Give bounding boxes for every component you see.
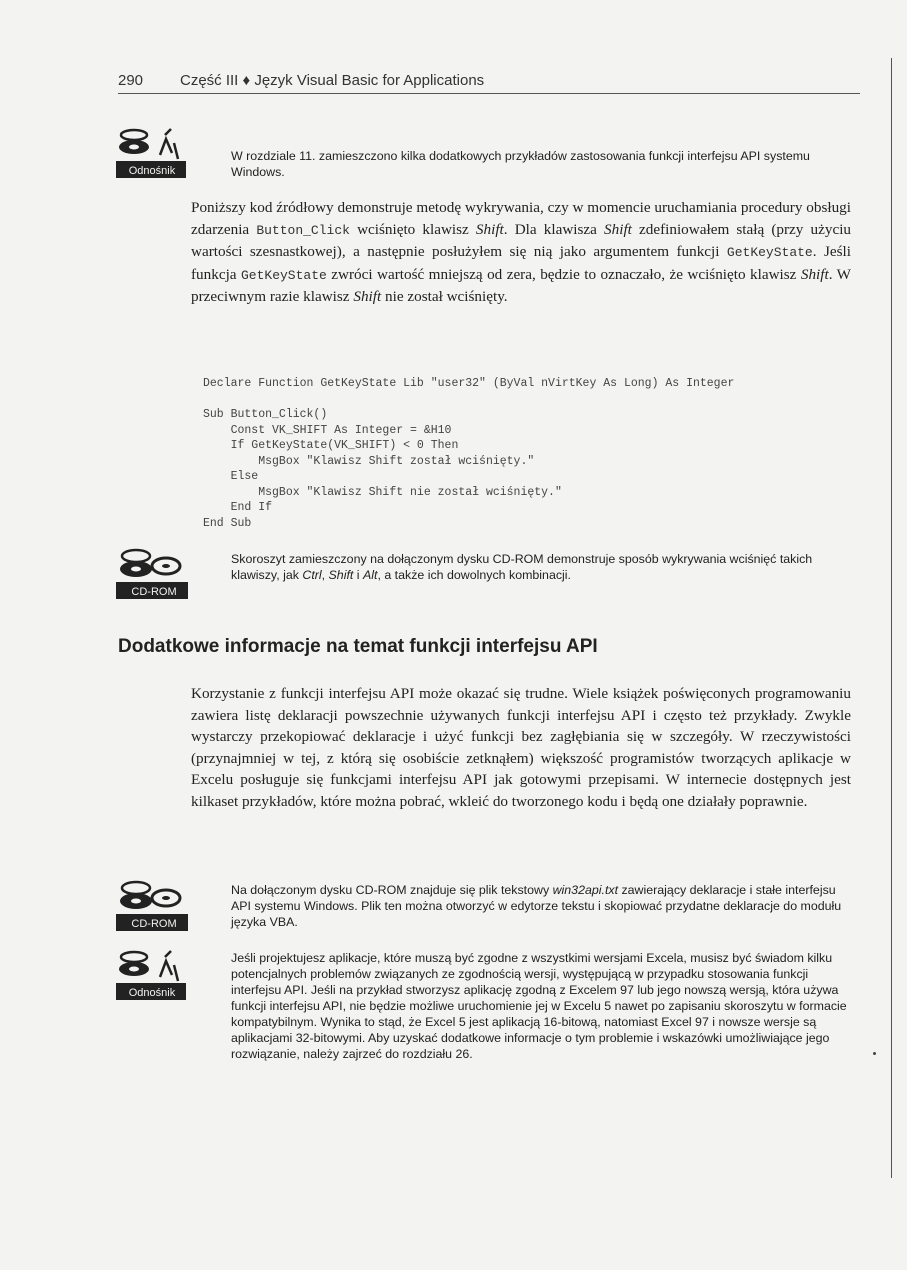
cross-reference-icon bbox=[116, 125, 186, 179]
note-cross-reference-1: W rozdziale 11. zamieszczono kilka dodatkowych przykładów zastosowania funkcji interfejsu API systemu Windows. bbox=[231, 149, 810, 179]
icon-label-odnosnik: Odnośnik bbox=[128, 987, 176, 999]
note-cd-rom-2: Na dołączonym dysku CD-ROM znajduje się plik tekstowy win32api.txt zawierający deklaracje i stałe interfejsu API systemu Windows. Plik ten można otworzyć w edytorze tekstu i skopiować przydatne deklaracje do modułu języka VBA. bbox=[231, 883, 842, 929]
body-paragraph-2: Korzystanie z funkcji interfejsu API może okazać się trudne. Wiele książek poświęconych programowaniu zawiera listę deklaracji powszechnie używanych funkcji interfejsu API i często też przykłady. Zwykle wystarczy przekopiować deklaracje i użyć funkcji bez zagłębiania się w szczegóły. W rzeczywistości (przynajmniej w tej, z którą się osobiście zetknąłem) większość programistów tworzących aplikacje w Excelu posługuje się funkcjami interfejsu API jak gotowymi przepisami. W internecie dostępnych jest kilkaset przykładów, które można pobrać, wkleić do tworzonego kodu i będą one działały poprawnie. bbox=[191, 685, 851, 810]
cross-reference-icon bbox=[116, 947, 186, 1001]
icon-label-cdrom: CD-ROM bbox=[131, 918, 177, 930]
section-heading: Dodatkowe informacje na temat funkcji interfejsu API bbox=[118, 636, 598, 657]
header-rule bbox=[118, 93, 860, 94]
cd-rom-icon bbox=[116, 544, 188, 600]
running-title: Część III ♦ Język Visual Basic for Applications bbox=[180, 72, 485, 89]
body-paragraph-1: Poniższy kod źródłowy demonstruje metodę wykrywania, czy w momencie uruchamiania procedury obsługi zdarzenia Button_Click wciśnięto klawisz Shift. Dla klawisza Shift zdefiniowałem stałą (przy użyciu wartości szesnastkowej), a następnie posłużyłem się nią jako argumentem funkcji GetKeyState. Jeśli funkcja GetKeyState zwróci wartość mniejszą od zera, będzie to oznaczało, że wciśnięto klawisz Shift. W przeciwnym razie klawisz Shift nie został wciśnięty. bbox=[191, 199, 852, 305]
icon-label-cdrom: CD-ROM bbox=[131, 586, 177, 598]
icon-label-odnosnik: Odnośnik bbox=[128, 165, 176, 177]
note-cd-rom-1: Skoroszyt zamieszczony na dołączonym dysku CD-ROM demonstruje sposób wykrywania wciśnięć takich klawiszy, jak Ctrl, Shift i Alt, a także ich dowolnych kombinacji. bbox=[231, 552, 813, 582]
margin-mark bbox=[873, 1052, 876, 1055]
page-number: 290 bbox=[118, 72, 144, 89]
running-header bbox=[118, 72, 878, 89]
cd-rom-icon bbox=[116, 876, 188, 932]
page-edge-line bbox=[891, 58, 892, 1178]
code-listing: Declare Function GetKeyState Lib "user32" (ByVal nVirtKey As Long) As Integer Sub Button_Click() Const VK_SHIFT As Integer = &H10 If GetKeyState(VK_SHIFT) < 0 Then MsgBox "Klawisz Shift został wciśnięty." Else MsgBox "Klawisz Shift nie został wciśnięty." End If End Sub bbox=[203, 377, 735, 530]
note-cross-reference-2: Jeśli projektujesz aplikacje, które muszą być zgodne z wszystkimi wersjami Excela, musisz być świadom kilku potencjalnych problemów związanych ze zgodnością wersji, występującą w przypadku stosowania funkcji interfejsu API. Jeśli na przykład stworzysz aplikację zgodną z Excelem 97 lub jego nowszą wersją, która używa funkcji interfejsu API, nie będzie możliwe uruchomienie jej w Excelu 5 nawet po zapisaniu skoroszytu w formacie kompatybilnym. Wynika to stąd, że Excel 5 jest aplikacją 16-bitową, natomiast Excel 97 i nowsze wersje są aplikacjami 32-bitowymi. Aby uzyskać dodatkowe informacje o tym problemie i wskazówki umożliwiające jego rozwiązanie, należy zajrzeć do rozdziału 26. bbox=[231, 951, 847, 1061]
